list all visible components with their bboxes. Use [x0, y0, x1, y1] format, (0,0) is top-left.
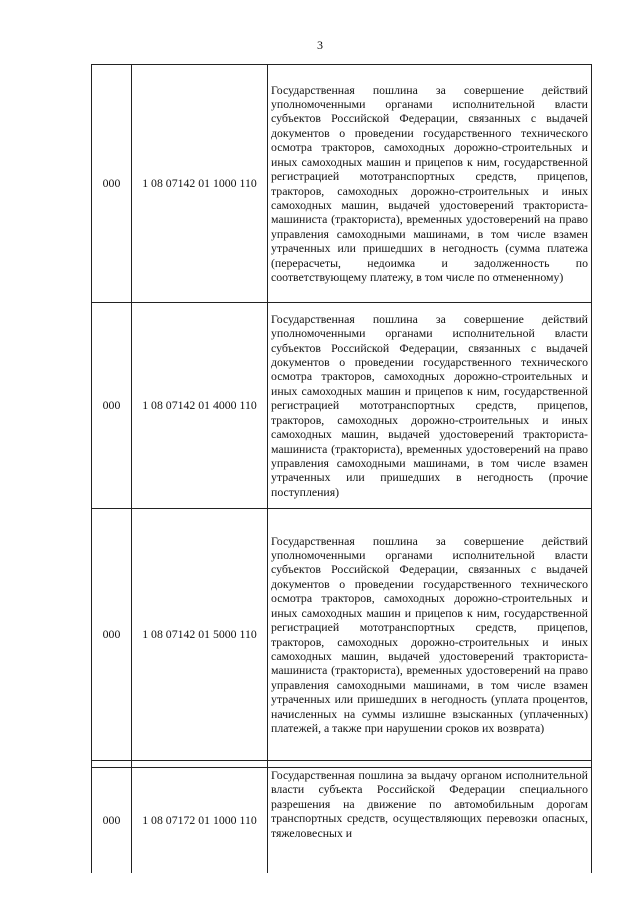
spacer-cell [132, 761, 268, 768]
spacer-cell [92, 761, 132, 768]
admin-code-cell: 000 [92, 768, 132, 873]
kbk-code-cell: 1 08 07172 01 1000 110 [132, 768, 268, 873]
spacer-cell [268, 761, 592, 768]
table-row [92, 509, 592, 761]
description-cell: Государственная пошлина за совершение действий уполномоченными органами исполнительной власти субъектов Российской Федерации, связанных с выдачей документов о проведении государственного технического осмотра тракторов, самоходных дорожно-строительных и иных самоходных машин и прицепов к ним, государственной регистрацией мототранспортных средств, прицепов, тракторов, самоходных дорожно-строительных и иных самоходных машин, выдачей удостоверений тракториста-машиниста (тракториста), временных удостоверений на право управления самоходными машинами, в том числе взамен утраченных или пришедших в негодность (прочие поступления) [268, 303, 592, 509]
description-cell: Государственная пошлина за совершение действий уполномоченными органами исполнительной власти субъектов Российской Федерации, связанных с выдачей документов о проведении государственного технического осмотра тракторов, самоходных дорожно-строительных и иных самоходных машин и прицепов к ним, государственной регистрацией мототранспортных средств, прицепов, тракторов, самоходных дорожно-строительных и иных самоходных машин, выдачей удостоверений тракториста-машиниста (тракториста), временных удостоверений на право управления самоходными машинами, в том числе взамен утраченных или пришедших в негодность (уплата процентов, начисленных на суммы излишне взысканных (уплаченных) платежей, а также при нарушении сроков их возврата) [268, 509, 592, 761]
admin-code-cell: 000 [92, 303, 132, 509]
table-spacer [92, 761, 592, 768]
budget-classification-table [91, 64, 592, 873]
description-cell: Государственная пошлина за совершение действий уполномоченными органами исполнительной власти субъектов Российской Федерации, связанных с выдачей документов о проведении государственного технического осмотра тракторов, самоходных дорожно-строительных и иных самоходных машин и прицепов к ним, государственной регистрацией мототранспортных средств, прицепов, тракторов, самоходных дорожно-строительных и иных самоходных машин, выдачей удостоверений тракториста-машиниста (тракториста), временных удостоверений на право управления самоходными машинами, в том числе взамен утраченных или пришедших в негодность (сумма платежа (перерасчеты, недоимка и задолженность по соответствующему платежу, в том числе по отмененному) [268, 65, 592, 303]
kbk-code-cell: 1 08 07142 01 1000 110 [132, 65, 268, 303]
table-row [92, 768, 592, 873]
kbk-code-cell: 1 08 07142 01 4000 110 [132, 303, 268, 509]
admin-code-cell: 000 [92, 65, 132, 303]
description-cell: Государственная пошлина за выдачу органом исполнительной власти субъекта Российской Федерации специального разрешения на движение по автомобильным дорогам транспортных средств, осуществляющих перевозки опасных, тяжеловесных и [268, 768, 592, 873]
kbk-code-cell: 1 08 07142 01 5000 110 [132, 509, 268, 761]
page-number: 3 [317, 38, 323, 52]
table-row [92, 65, 592, 303]
admin-code-cell: 000 [92, 509, 132, 761]
table-row [92, 303, 592, 509]
